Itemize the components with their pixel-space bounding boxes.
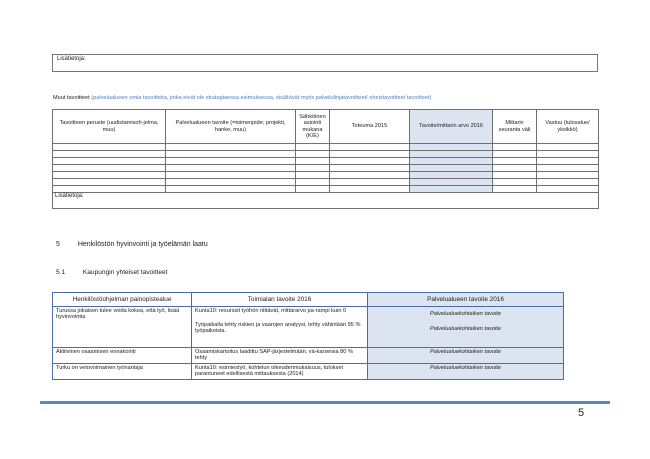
- section-5-title: Henkilöstön hyvinvointi ja työelämän laatu: [77, 241, 208, 248]
- sector-goal-cell: Osaamiskartoitus laadittu SAP-järjestelmään, vä-karseisia 80 % tehty: [192, 348, 368, 364]
- col-header-responsibility: Vastuu (tulosalue/ yksikkö): [537, 110, 599, 144]
- other-goals-table: [52, 109, 599, 209]
- col-header-target-2016: Tavoite/mittarin arvo 2016: [410, 110, 493, 144]
- section-5-1-title: Kaupungin yhteiset tavoitteet: [82, 269, 168, 276]
- table-footer-row: [53, 193, 599, 209]
- service-goal-text-2: Palvelualuekohtaiken tavoite: [430, 326, 501, 333]
- table-row: [53, 158, 599, 165]
- additional-info-label: Lisätietoja:: [57, 56, 86, 62]
- col-header-focus-area: Henkilöstöohjelman painopistealue: [53, 293, 192, 307]
- staff-goals-table: [52, 292, 564, 380]
- service-goal-cell: Palvelualuekohtaiken tavoite: [368, 348, 564, 364]
- service-goal-cell: [368, 307, 564, 348]
- section-5-number: 5: [56, 241, 60, 248]
- section-5-heading: [56, 241, 208, 248]
- table-row: [53, 364, 564, 380]
- sector-goal-text-2: Työpaikalla tehty riskien ja vaarojen analyysi, tehty vähintään 95 % työpaikoista.: [195, 322, 361, 335]
- additional-info-box: [52, 54, 598, 72]
- focus-area-cell: Aktiivinen osaamisen ennakointi: [53, 348, 192, 364]
- col-header-e-service: Sähköinen asiointi mukana (K/E): [296, 110, 330, 144]
- col-header-sector-goal: Toimialan tavoite 2016: [192, 293, 368, 307]
- focus-area-cell: Turku on vetovoimainen työnantaja: [53, 364, 192, 380]
- other-goals-note: (palvelualueen omia tavoitteita, jotka eivät ole strategiaessa esimuksessa, sisältävät myös palvelulinjatavoitteet/ oheistavoitteet tavoitteet): [91, 95, 432, 101]
- table-row: [53, 307, 564, 348]
- table-row: [53, 186, 599, 193]
- table-header-row: [53, 110, 599, 144]
- table-row: [53, 348, 564, 364]
- focus-area-cell: Turussa jokaisen tulee voida kokea, että työ, lisää hyvinvointia: [53, 307, 192, 348]
- table-row: [53, 172, 599, 179]
- footer-rule: [40, 401, 610, 404]
- col-header-result-2015: Toteuma 2015: [330, 110, 410, 144]
- other-goals-heading: [53, 95, 613, 101]
- table-row: [53, 179, 599, 186]
- table-row: [53, 165, 599, 172]
- page-number: 5: [578, 407, 585, 419]
- section-5-1-heading: [56, 269, 168, 276]
- sector-goal-cell: Kunta10: esimiestyö, kohtelun oikeudenmukaisuus, tulokset parantuneet edellisestä mittauksesta (2014): [192, 364, 368, 380]
- other-goals-title: Muut tavoitteet: [53, 95, 90, 101]
- table-row: [53, 151, 599, 158]
- sector-goal-text: Kunta10: resurssit työhön riittävät, mittararvo pa-rampi kuin 0: [195, 308, 347, 314]
- sector-goal-cell: [192, 307, 368, 348]
- service-goal-text: Palvelualuekohtaiken tavoite: [430, 311, 501, 317]
- col-header-service-goal: Palvelualueen tavoite 2016: [368, 293, 564, 307]
- col-header-goal: Palvelualueen tavoite (=toimenpide; projekti, hanke, muu): [166, 110, 296, 144]
- table-header-row: [53, 293, 564, 307]
- service-goal-cell: Palvelualuekohtaiken tavoite: [368, 364, 564, 380]
- col-header-interval: Mittarin seuranta väli: [493, 110, 537, 144]
- table-additional-info-label: Lisätietoja:: [55, 193, 84, 199]
- table-row: [53, 144, 599, 151]
- section-5-1-number: 5.1: [56, 269, 66, 276]
- col-header-basis: Tavoitteen peruste (uudistamisoh-jelma, muu): [53, 110, 166, 144]
